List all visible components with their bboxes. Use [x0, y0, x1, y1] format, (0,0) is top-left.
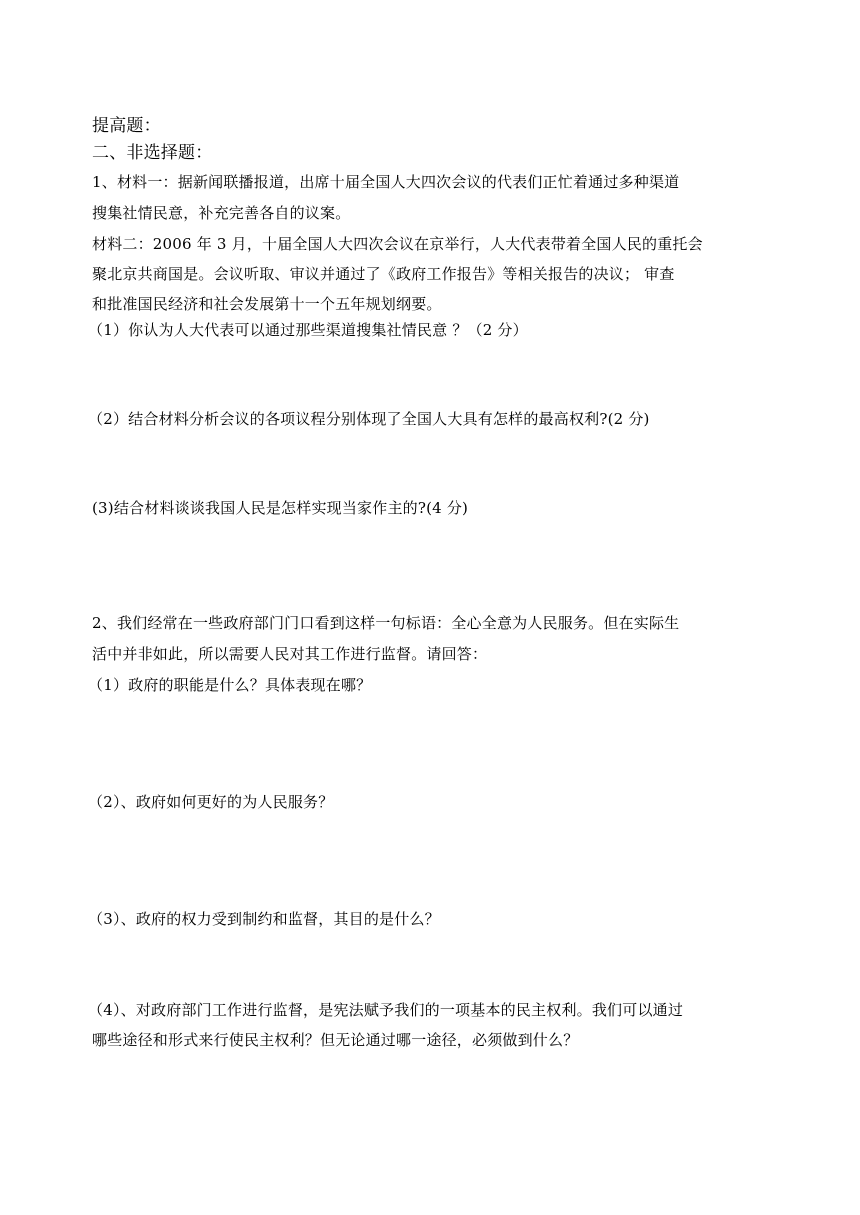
q1-material2-line1: 材料二：2006 年 3 月，十届全国人大四次会议在京举行，人大代表带着全国人民的重托会 [92, 235, 703, 253]
q2-sub4-line1: （4）、对政府部门工作进行监督，是宪法赋予我们的一项基本的民主权利。我们可以通过 [88, 1001, 684, 1019]
q1-sub2: （2）结合材料分析会议的各项议程分别体现了全国人大具有怎样的最高权利?(2 分) [88, 410, 650, 428]
q2-sub1: （1）政府的职能是什么？具体表现在哪？ [88, 676, 372, 694]
q1-material2-line2: 聚北京共商国是。会议听取、审议并通过了《政府工作报告》等相关报告的决议； 审查 [92, 265, 675, 283]
heading: 提高题： [92, 116, 161, 136]
section-title: 二、非选择题： [92, 143, 213, 163]
q2-intro-line1: 2、我们经常在一些政府部门门口看到这样一句标语：全心全意为人民服务。但在实际生 [92, 614, 680, 632]
q1-material1-line2: 搜集社情民意，补充完善各自的议案。 [92, 204, 351, 222]
q1-material2-line3: 和批准国民经济和社会发展第十一个五年规划纲要。 [92, 295, 442, 313]
q1-sub3: (3)结合材料谈谈我国人民是怎样实现当家作主的?(4 分) [92, 499, 469, 517]
q2-sub2: （2）、政府如何更好的为人民服务？ [88, 793, 334, 811]
q2-sub3: （3）、政府的权力受到制约和监督，其目的是什么？ [88, 910, 440, 928]
q2-intro-line2: 活中并非如此，所以需要人民对其工作进行监督。请回答： [92, 645, 488, 663]
q1-material1-line1: 1、材料一：据新闻联播报道，出席十届全国人大四次会议的代表们正忙着通过多种渠道 [92, 173, 680, 191]
q1-sub1: （1）你认为人大代表可以通过那些渠道搜集社情民意 ？（2 分） [88, 321, 528, 339]
q2-sub4-line2: 哪些途径和形式来行使民主权利？但无论通过哪一途径，必须做到什么？ [92, 1031, 579, 1049]
